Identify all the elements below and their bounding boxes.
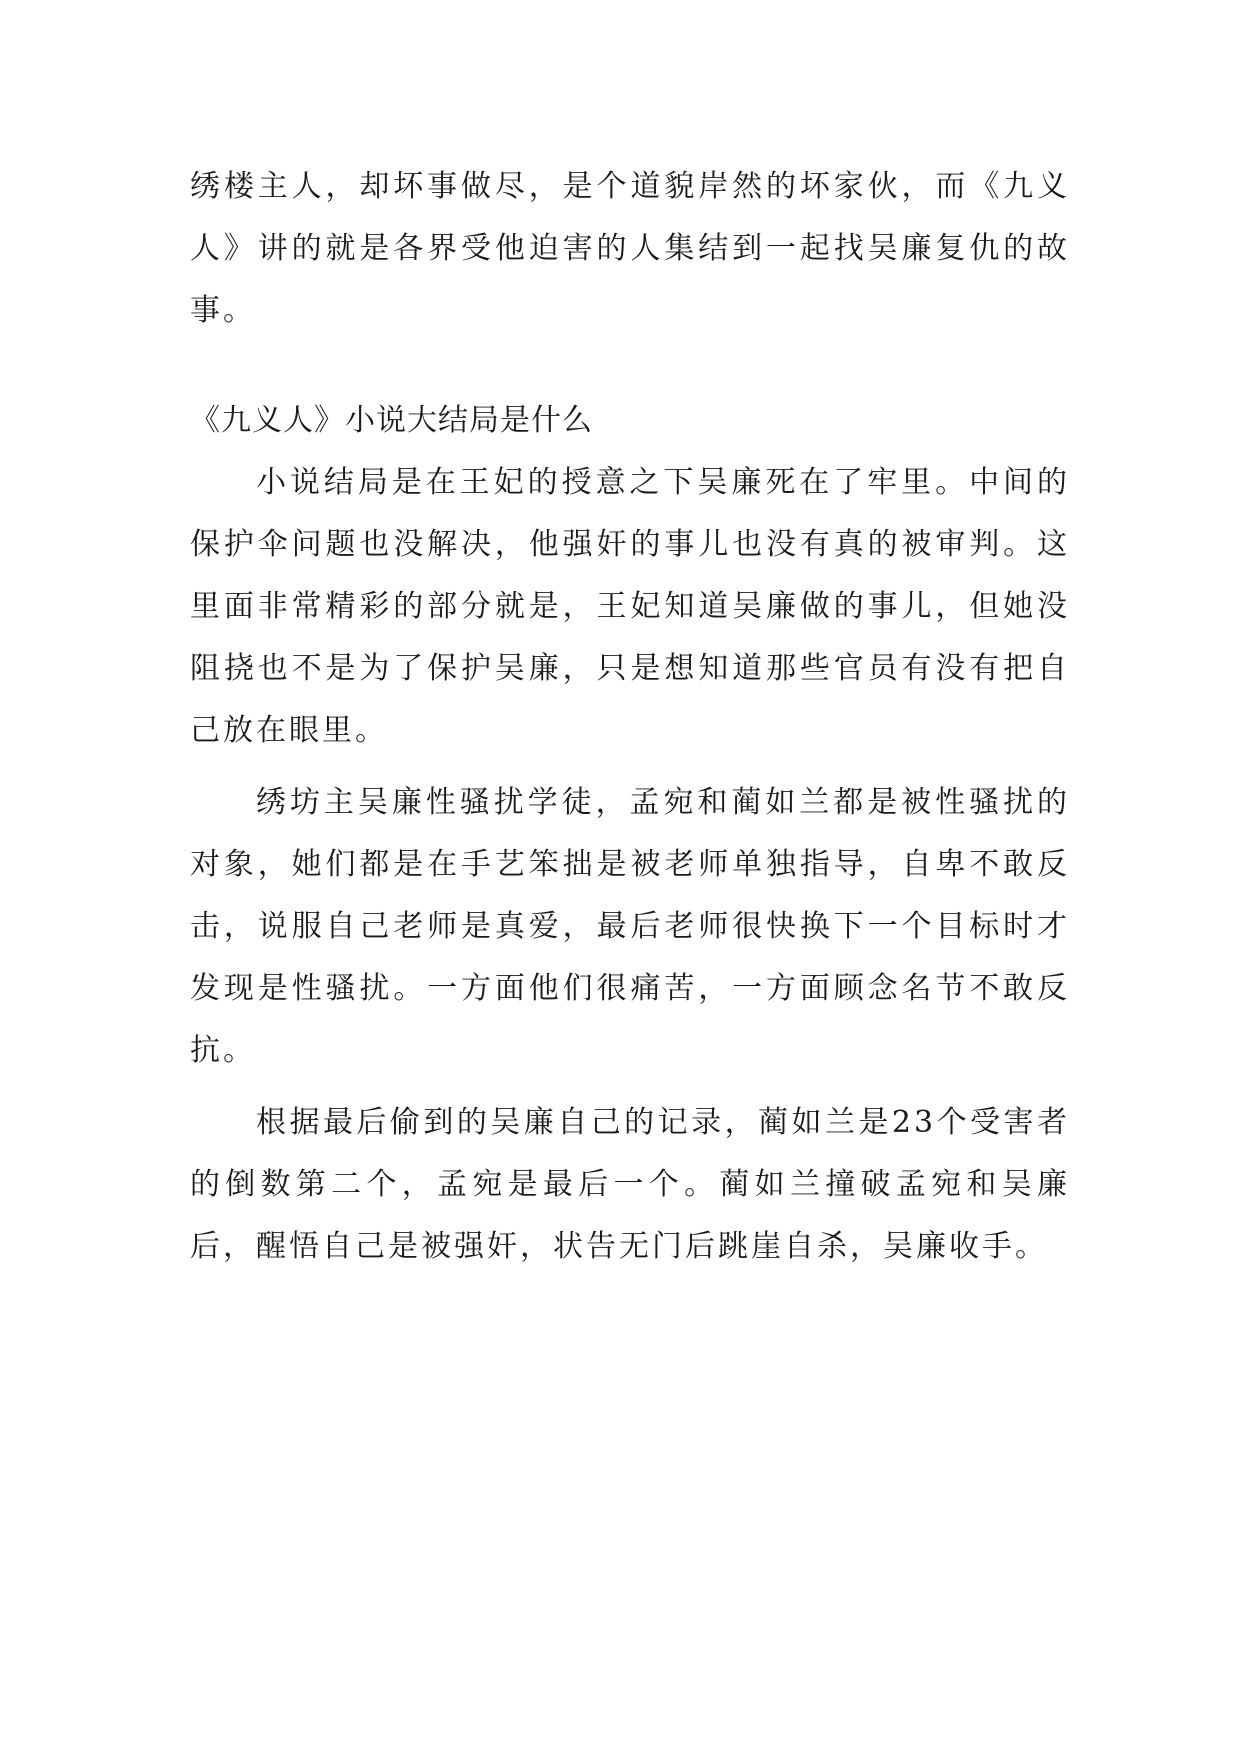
paragraph-records: 根据最后偷到的吴廉自己的记录，蔺如兰是23个受害者的倒数第二个，孟宛是最后一个。蔺如兰撞破孟宛和吴廉后，醒悟自己是被强奸，状告无门后跳崖自杀，吴廉收手。 xyxy=(190,1105,1070,1264)
section-heading: 《九义人》小说大结局是什么 xyxy=(190,403,593,438)
document-body-top xyxy=(190,156,1070,352)
document-body xyxy=(190,452,1070,1288)
intro-paragraph: 绣楼主人，却坏事做尽，是个道貌岸然的坏家伙，而《九义人》讲的就是各界受他迫害的人集结到一起找吴廉复仇的故事。 xyxy=(190,169,1070,328)
paragraph-harassment: 绣坊主吴廉性骚扰学徒，孟宛和蔺如兰都是被性骚扰的对象，她们都是在手艺笨拙是被老师单独指导，自卑不敢反击，说服自己老师是真爱，最后老师很快换下一个目标时才发现是性骚扰。一方面他们很痛苦，一方面顾念名节不敢反抗。 xyxy=(190,785,1070,1068)
paragraph-ending: 小说结局是在王妃的授意之下吴廉死在了牢里。中间的保护伞问题也没解决，他强奸的事儿也没有真的被审判。这里面非常精彩的部分就是，王妃知道吴廉做的事儿，但她没阻挠也不是为了保护吴廉，只是想知道那些官员有没有把自己放在眼里。 xyxy=(190,465,1070,748)
